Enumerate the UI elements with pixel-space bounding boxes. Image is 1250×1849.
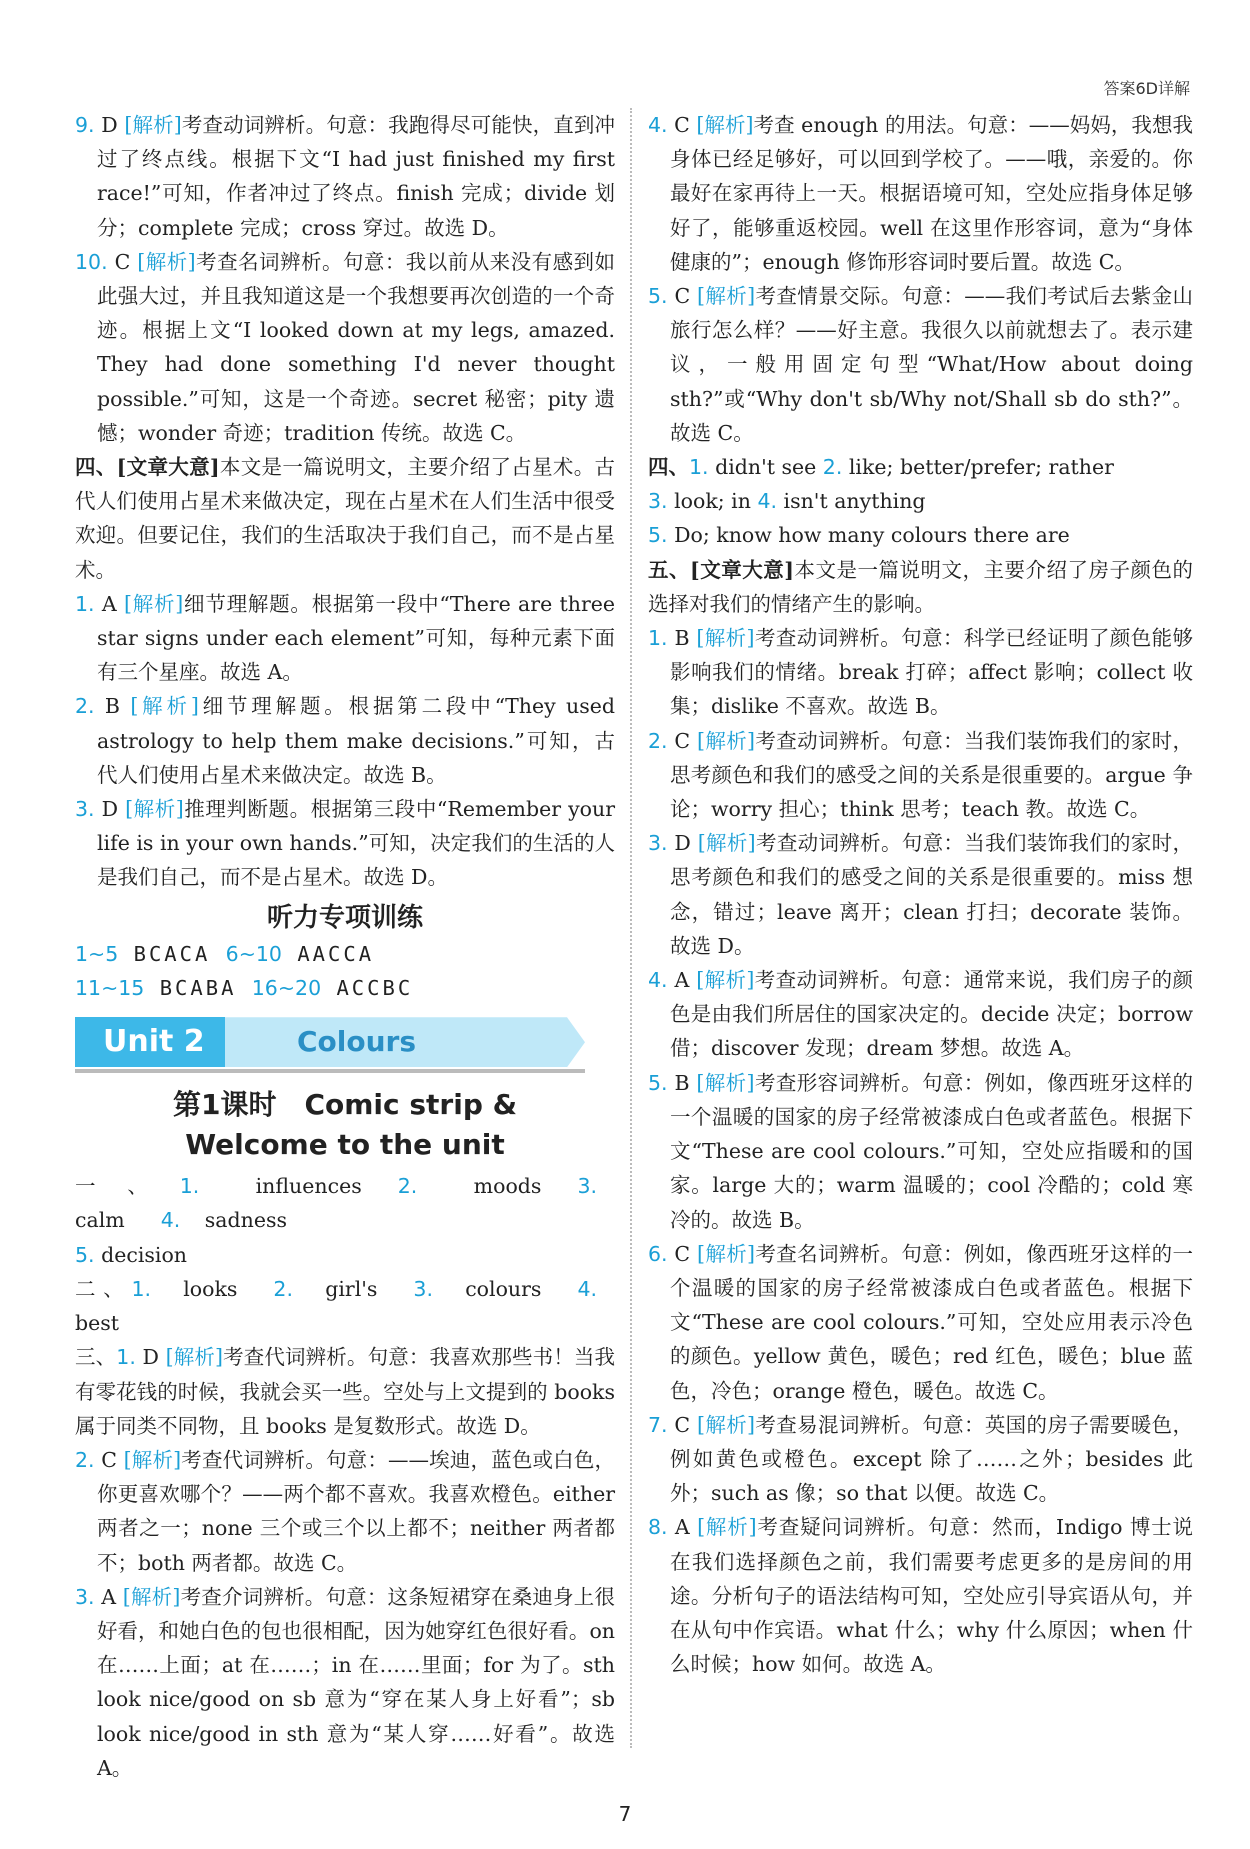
page-header: 答案6D详解 bbox=[1103, 79, 1190, 98]
answer-item: 3. D [解析]考查动词辨析。句意：当我们装饰我们的家时，思考颜色和我们的感受之间的关系是很重要的。miss 想念，错过；leave 离开；clean 打扫；decorate 装饰。故选 D。 bbox=[648, 831, 1194, 958]
answer-item: 2. C [解析]考查代词辨析。句意：——埃迪，蓝色或白色，你更喜欢哪个？——两个都不喜欢。我喜欢橙色。either 两者之一；none 三个或三个以上都不；neither 两者都不；both 两者都。故选 C。 bbox=[75, 1447, 616, 1575]
answer-item: 9. D [解析]考查动词辨析。句意：我跑得尽可能快，直到冲过了终点线。根据下文“I had just finished my first race!”可知，作者冲过了终点。finish 完成；divide 划分；complete 完成；cross 穿过。故选 D。 bbox=[75, 113, 616, 240]
answer-item: 3. A [解析]考查介词辨析。句意：这条短裙穿在桑迪身上很好看，和她白色的包也很相配，因为她穿红色很好看。on 在……上面；at 在……；in 在……里面；for 为了。sth look nice/good on sb 意为“穿在某人身上好看”；sb look nice/good in sth 意为“某人穿……好看”。故选 A。 bbox=[75, 1584, 616, 1780]
answer-item: 2. B [解析]细节理解题。根据第二段中“They used astrology to help them make decisions.”可知，古代人们使用占星术来做决定。故选 B。 bbox=[75, 694, 615, 787]
right-column bbox=[648, 108, 1193, 1681]
answer-item: 3. D [解析]推理判断题。根据第三段中“Remember your life is in your own hands.”可知，决定我们的生活的人是我们自己，而不是占星术。故选 D。 bbox=[75, 797, 616, 890]
answer-item: 10. C [解析]考查名词辨析。句意：我以前从来没有感到如此强大过，并且我知道这是一个我想要再次创造的一个奇迹。根据上文“I looked down at my legs, amazed. They had done something I'd never thought possible.”可知，这是一个奇迹。secret 秘密；pity 遗憾；wonder 奇迹；tradition 传统。故选 C。 bbox=[75, 249, 616, 445]
answer-item: 5. B [解析]考查形容词辨析。句意：例如，像西班牙这样的一个温暖的国家的房子经常被漆成白色或者蓝色。根据下文“These are cool colours.”可知，空处应指暖和的国家。large 大的；warm 温暖的；cool 冷酷的；cold 寒冷的。故选 B。 bbox=[648, 1070, 1193, 1232]
section-summary: 四、[文章大意]本文是一篇说明文，主要介绍了占星术。古代人们使用占星术来做决定，现在占星术在人们生活中很受欢迎。但要记住，我们的生活取决于我们自己，而不是占星术。 bbox=[75, 455, 616, 582]
listening-title: 听力专项训练 bbox=[266, 902, 423, 933]
answer-item: 7. C [解析]考查易混词辨析。句意：英国的房子需要暖色，例如黄色或橙色。except 除了……之外；besides 此外；such as 像；so that 以便。故选 C。 bbox=[648, 1412, 1194, 1506]
left-column bbox=[75, 108, 615, 1785]
fill-answers: 二、1. looks 2. girl's 3. colours 4. best bbox=[75, 1276, 598, 1336]
unit-label: Unit 2 bbox=[103, 1024, 205, 1060]
section-summary: 五、[文章大意]本文是一篇说明文，主要介绍了房子颜色的选择对我们的情绪产生的影响。 bbox=[648, 557, 1194, 616]
fill-answers: 3. look; in 4. isn't anything bbox=[648, 489, 926, 514]
answer-item: 5. C [解析]考查情景交际。句意：——我们考试后去紫金山旅行怎么样？——好主意。我很久以前就想去了。表示建议，一般用固定句型“What/How about doing sth?”或“Why don't sb/Why not/Shall sb do sth?”。故选 C。 bbox=[648, 284, 1194, 445]
unit-banner bbox=[75, 1013, 615, 1075]
fill-answers: 5. decision bbox=[75, 1242, 187, 1267]
answer-item: 三、1. D [解析]考查代词辨析。句意：我喜欢那些书！当我有零花钱的时候，我就会买一些。空处与上文提到的 books 属于同类不同物，且 books 是复数形式。故选 D。 bbox=[75, 1345, 616, 1438]
fill-answers: 一、1. influences 2. moods 3. calm 4. sadness bbox=[75, 1174, 597, 1233]
listening-answers: 11~15 BCABA 16~20 ACCBC bbox=[75, 976, 414, 1001]
answer-item: 6. C [解析]考查名词辨析。句意：例如，像西班牙这样的一个温暖的国家的房子经常被漆成白色或者蓝色。根据下文“These are cool colours.”可知，空处应用表示冷色的颜色。yellow 黄色，暖色；red 红色，暖色；blue 蓝色，冷色；orange 橙色，暖色。故选 C。 bbox=[648, 1241, 1194, 1403]
unit-title: Colours bbox=[297, 1025, 417, 1059]
answer-item: 4. C [解析]考查 enough 的用法。句意：——妈妈，我想我身体已经足够好，可以回到学校了。——哦，亲爱的。你最好在家再待上一天。根据语境可知，空处应指身体足够好了，能够重返校园。well 在这里作形容词，意为“身体健康的”；enough 修饰形容词时要后置。故选 C。 bbox=[648, 113, 1193, 274]
listening-answers: 1~5 BCACA 6~10 AACCA bbox=[75, 941, 375, 966]
lesson-title: 第1课时 Comic strip & Welcome to the unit bbox=[172, 1088, 518, 1162]
answer-item: 1. A [解析]细节理解题。根据第一段中“There are three star signs under each element”可知，每种元素下面有三个星座。故选 A。 bbox=[75, 591, 616, 685]
answer-item: 8. A [解析]考查疑问词辨析。句意：然而，Indigo 博士说在我们选择颜色之前，我们需要考虑更多的是房间的用途。分析句子的语法结构可知，空处应引导宾语从句，并在从句中作宾语。what 什么；why 什么原因；when 什么时候；how 如何。故选 A。 bbox=[648, 1515, 1194, 1677]
fill-answers: 四、1. didn't see 2. like; better/prefer; rather bbox=[648, 455, 1114, 480]
page-number: 7 bbox=[618, 1802, 632, 1826]
answer-item: 1. B [解析]考查动词辨析。句意：科学已经证明了颜色能够影响我们的情绪。break 打碎；affect 影响；collect 收集；dislike 不喜欢。故选 B。 bbox=[648, 626, 1193, 719]
column-divider bbox=[630, 108, 632, 1748]
answer-item: 4. A [解析]考查动词辨析。句意：通常来说，我们房子的颜色是由我们所居住的国家决定的。decide 决定；borrow 借；discover 发现；dream 梦想。故选 A。 bbox=[648, 968, 1194, 1061]
answer-item: 2. C [解析]考查动词辨析。句意：当我们装饰我们的家时，思考颜色和我们的感受之间的关系是很重要的。argue 争论；worry 担心；think 思考；teach 教。故选 C。 bbox=[648, 728, 1194, 822]
fill-answers: 5. Do; know how many colours there are bbox=[648, 523, 1070, 548]
